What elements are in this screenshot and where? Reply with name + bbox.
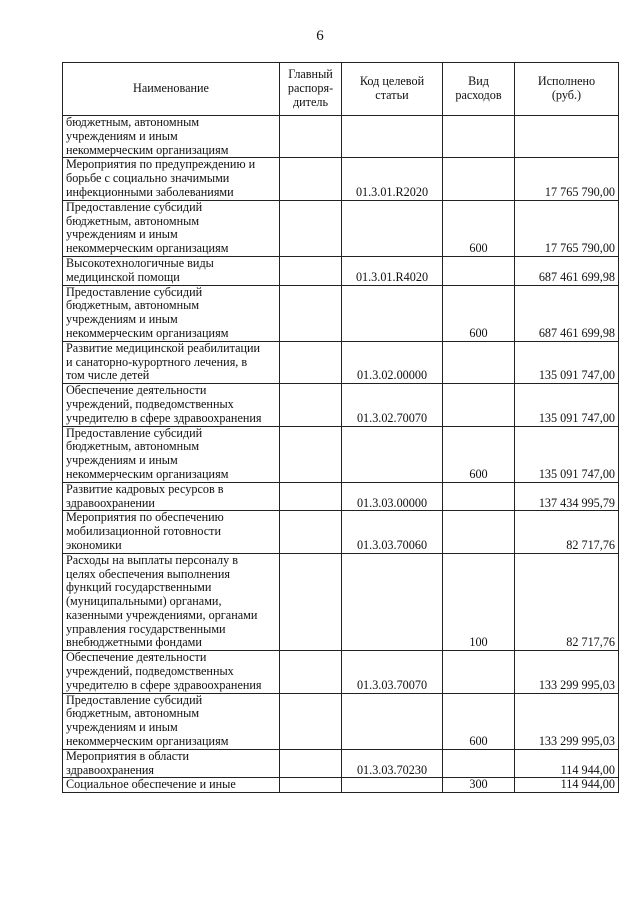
row-executed: 114 944,00 <box>515 778 619 793</box>
row-target-code: 01.3.03.70070 <box>342 651 443 693</box>
row-target-code: 01.3.03.00000 <box>342 482 443 511</box>
row-name: Предоставление субсидий бюджетным, автономным учреждениям и иным некоммерческим организациям <box>63 426 280 482</box>
row-executed: 114 944,00 <box>515 749 619 778</box>
table-row <box>63 482 619 511</box>
row-name: Предоставление субсидий бюджетным, автономным учреждениям и иным некоммерческим организациям <box>63 693 280 749</box>
row-expense-kind <box>443 158 515 200</box>
row-target-code <box>342 200 443 256</box>
row-name: Развитие медицинской реабилитации и санаторно-курортного лечения, в том числе детей <box>63 341 280 383</box>
row-main-manager <box>280 749 342 778</box>
table-row <box>63 384 619 426</box>
row-main-manager <box>280 693 342 749</box>
row-target-code <box>342 116 443 158</box>
row-main-manager <box>280 553 342 651</box>
table-row <box>63 749 619 778</box>
row-target-code: 01.3.01.R2020 <box>342 158 443 200</box>
row-executed: 135 091 747,00 <box>515 426 619 482</box>
row-executed: 133 299 995,03 <box>515 693 619 749</box>
row-executed: 687 461 699,98 <box>515 256 619 285</box>
row-target-code: 01.3.03.70230 <box>342 749 443 778</box>
row-target-code: 01.3.01.R4020 <box>342 256 443 285</box>
table-row <box>63 426 619 482</box>
row-target-code <box>342 426 443 482</box>
row-main-manager <box>280 256 342 285</box>
row-executed: 17 765 790,00 <box>515 158 619 200</box>
row-expense-kind <box>443 384 515 426</box>
header-main-manager: Главный распоря- дитель <box>280 63 342 116</box>
table-row <box>63 553 619 651</box>
table-row <box>63 116 619 158</box>
budget-execution-table <box>62 62 619 793</box>
row-main-manager <box>280 116 342 158</box>
header-expense-kind: Вид расходов <box>443 63 515 116</box>
row-target-code: 01.3.03.70060 <box>342 511 443 553</box>
table-row <box>63 778 619 793</box>
row-expense-kind <box>443 341 515 383</box>
row-expense-kind <box>443 749 515 778</box>
table-row <box>63 256 619 285</box>
row-main-manager <box>280 482 342 511</box>
row-expense-kind <box>443 511 515 553</box>
row-executed: 135 091 747,00 <box>515 341 619 383</box>
table-row <box>63 651 619 693</box>
row-expense-kind: 100 <box>443 553 515 651</box>
row-executed: 82 717,76 <box>515 511 619 553</box>
row-name: Предоставление субсидий бюджетным, автономным учреждениям и иным некоммерческим организациям <box>63 200 280 256</box>
row-main-manager <box>280 384 342 426</box>
row-name: Обеспечение деятельности учреждений, подведомственных учредителю в сфере здравоохранения <box>63 384 280 426</box>
row-target-code: 01.3.02.70070 <box>342 384 443 426</box>
row-name: Обеспечение деятельности учреждений, подведомственных учредителю в сфере здравоохранения <box>63 651 280 693</box>
row-target-code <box>342 553 443 651</box>
table-row <box>63 511 619 553</box>
row-name: Высокотехнологичные виды медицинской помощи <box>63 256 280 285</box>
row-expense-kind: 600 <box>443 200 515 256</box>
row-expense-kind <box>443 256 515 285</box>
row-expense-kind: 300 <box>443 778 515 793</box>
row-main-manager <box>280 341 342 383</box>
row-executed: 17 765 790,00 <box>515 200 619 256</box>
row-name: бюджетным, автономным учреждениям и иным некоммерческим организациям <box>63 116 280 158</box>
table-row <box>63 341 619 383</box>
row-executed: 135 091 747,00 <box>515 384 619 426</box>
table-row <box>63 693 619 749</box>
row-main-manager <box>280 200 342 256</box>
table-row <box>63 158 619 200</box>
row-name: Развитие кадровых ресурсов в здравоохранении <box>63 482 280 511</box>
row-expense-kind: 600 <box>443 426 515 482</box>
table-row <box>63 285 619 341</box>
row-main-manager <box>280 158 342 200</box>
row-main-manager <box>280 778 342 793</box>
table-header-row <box>63 63 619 116</box>
row-executed: 133 299 995,03 <box>515 651 619 693</box>
row-main-manager <box>280 426 342 482</box>
header-target-code: Код целевой статьи <box>342 63 443 116</box>
page-number: 6 <box>316 28 324 44</box>
row-name: Мероприятия в области здравоохранения <box>63 749 280 778</box>
row-main-manager <box>280 651 342 693</box>
header-name: Наименование <box>63 63 280 116</box>
row-name: Мероприятия по обеспечению мобилизационной готовности экономики <box>63 511 280 553</box>
row-name: Расходы на выплаты персоналу в целях обеспечения выполнения функций государственными (муниципальными) органами, казенными учреждениями, органами управления государственными внебюджетными фондами <box>63 553 280 651</box>
row-name: Мероприятия по предупреждению и борьбе с социально значимыми инфекционными заболеваниями <box>63 158 280 200</box>
row-expense-kind <box>443 651 515 693</box>
header-executed: Исполнено (руб.) <box>515 63 619 116</box>
row-name: Социальное обеспечение и иные <box>63 778 280 793</box>
row-main-manager <box>280 511 342 553</box>
row-target-code <box>342 778 443 793</box>
row-target-code <box>342 693 443 749</box>
row-main-manager <box>280 285 342 341</box>
row-name: Предоставление субсидий бюджетным, автономным учреждениям и иным некоммерческим организациям <box>63 285 280 341</box>
row-expense-kind <box>443 116 515 158</box>
row-executed: 687 461 699,98 <box>515 285 619 341</box>
row-expense-kind <box>443 482 515 511</box>
row-expense-kind: 600 <box>443 693 515 749</box>
row-target-code <box>342 285 443 341</box>
row-executed <box>515 116 619 158</box>
row-executed: 82 717,76 <box>515 553 619 651</box>
row-target-code: 01.3.02.00000 <box>342 341 443 383</box>
row-expense-kind: 600 <box>443 285 515 341</box>
table-row <box>63 200 619 256</box>
row-executed: 137 434 995,79 <box>515 482 619 511</box>
